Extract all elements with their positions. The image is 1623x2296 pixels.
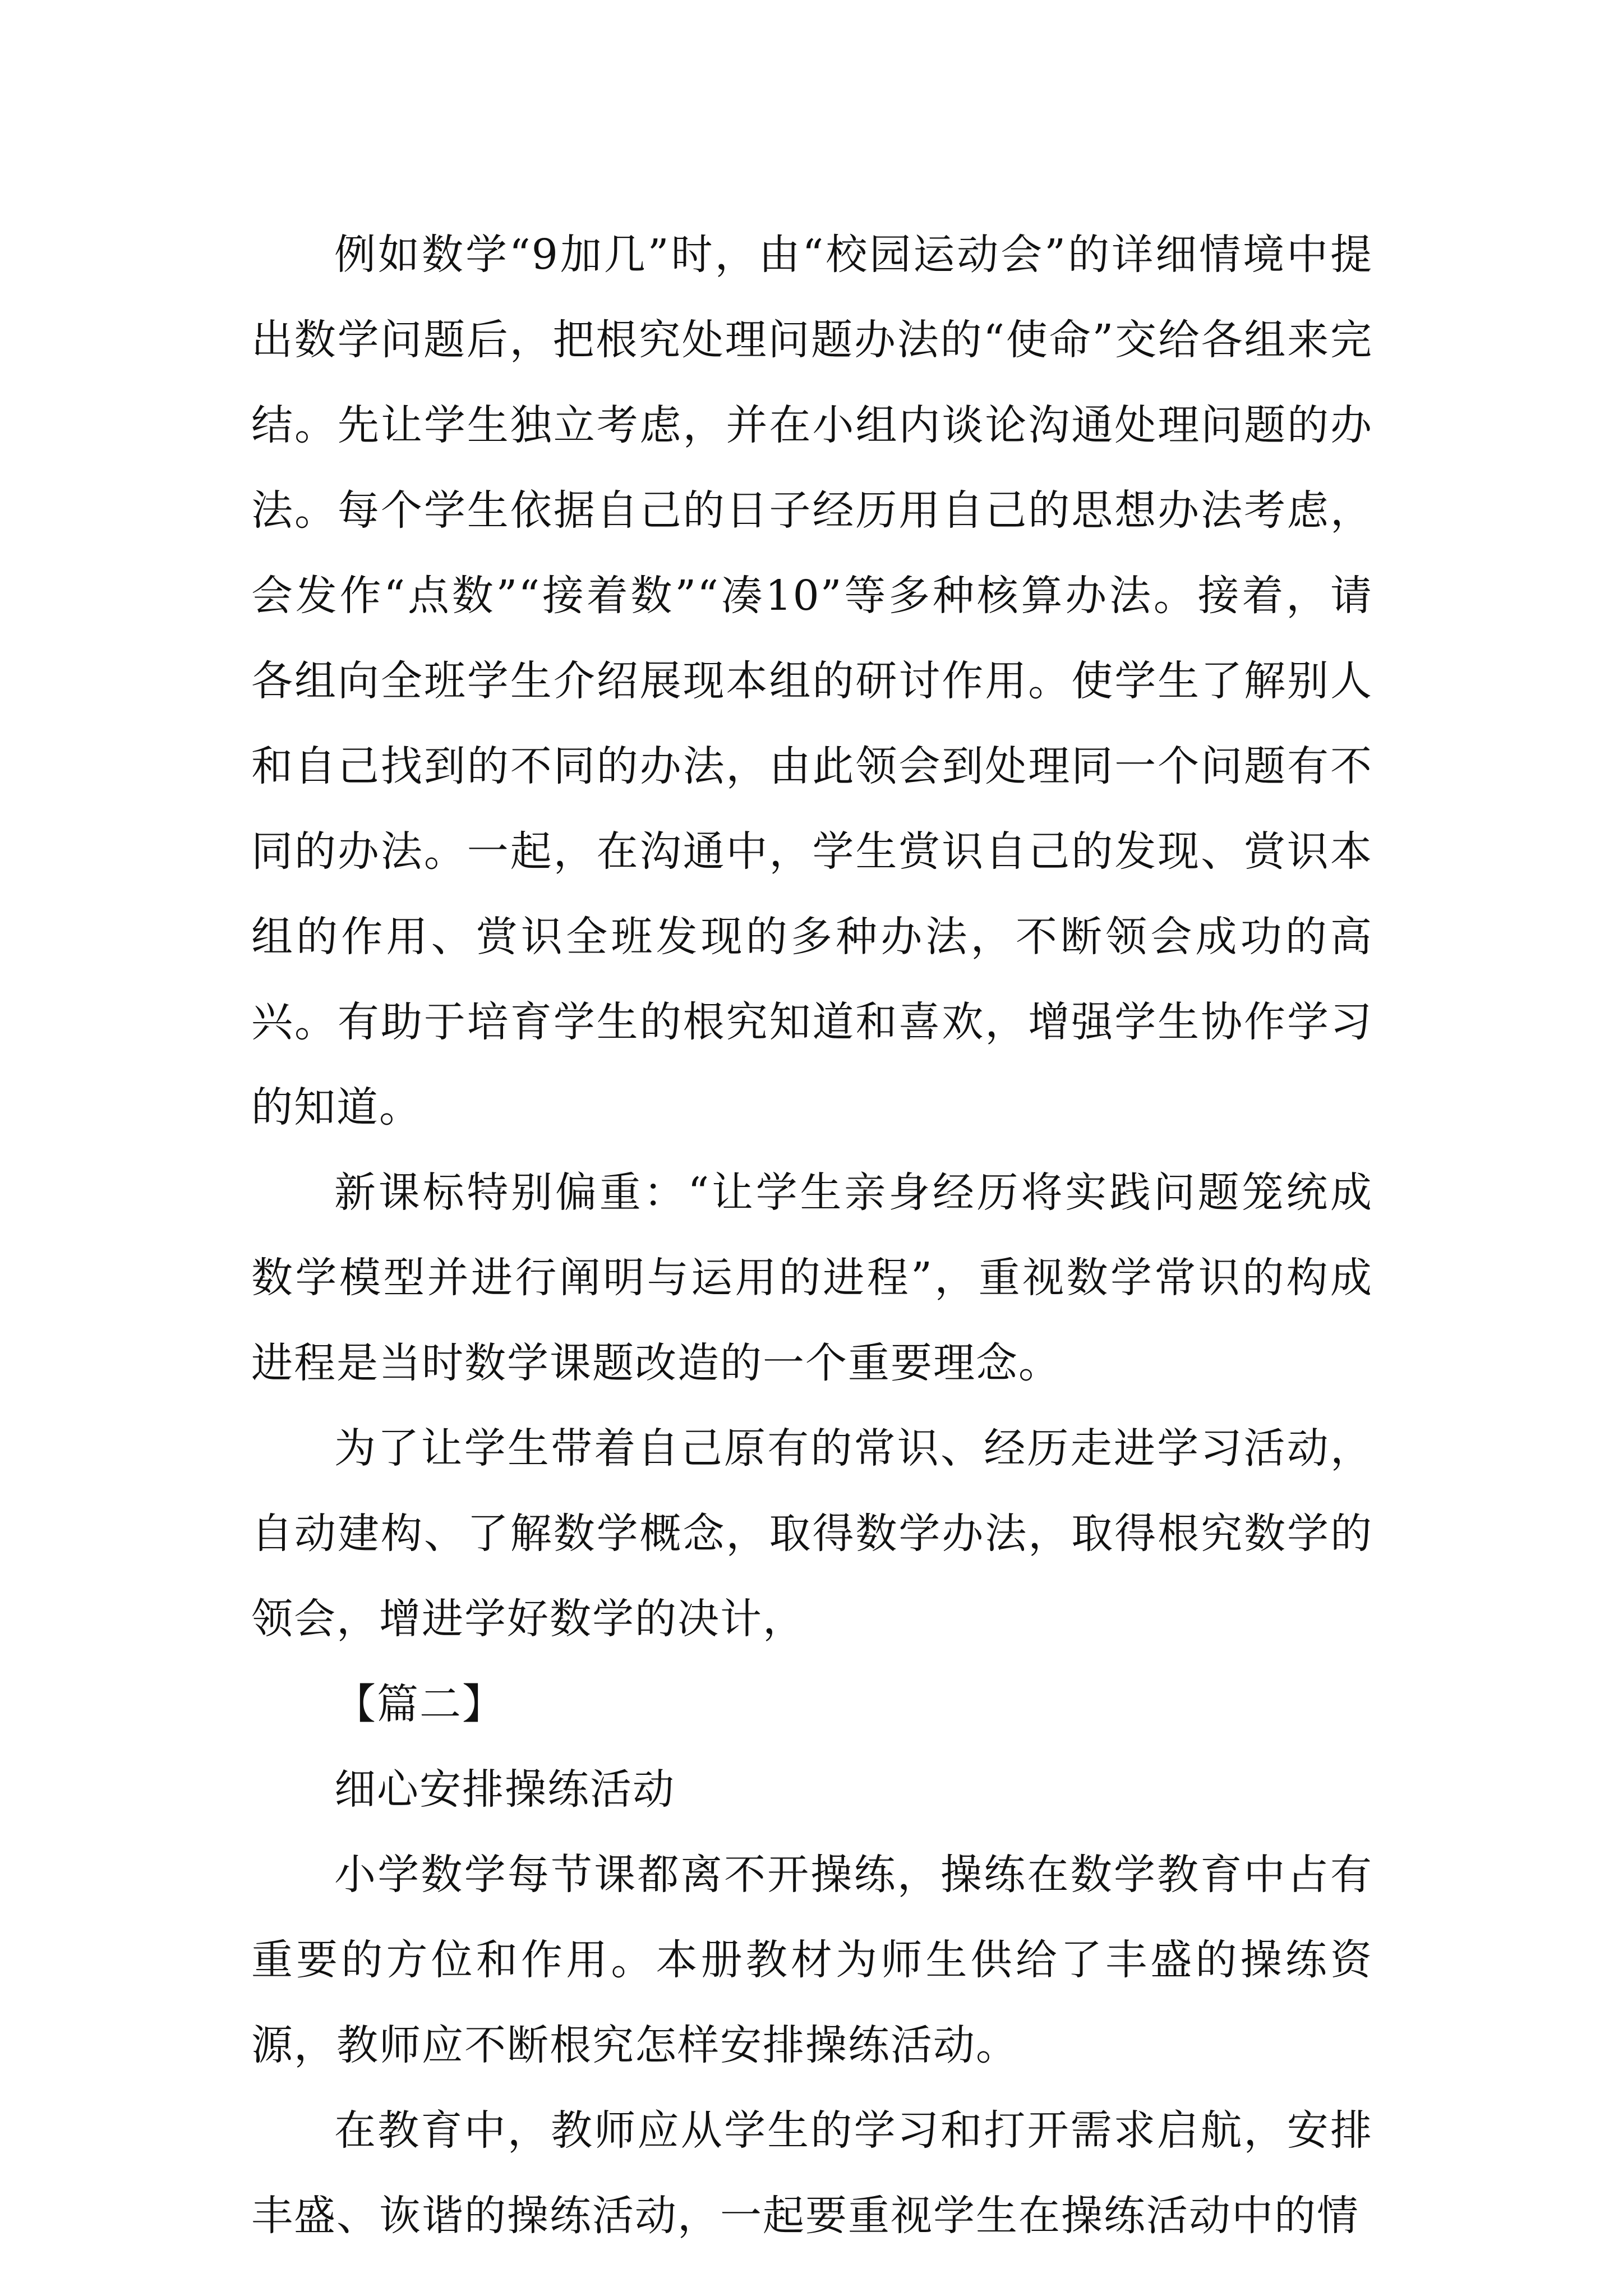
paragraph-practice-design: 在教育中，教师应从学生的学习和打开需求启航，安排丰盛、诙谐的操练活动，一起要重视学生在操练活动中的情 (251, 2106, 1373, 2240)
body-text (251, 212, 1373, 2258)
paragraph-group-work: 例如数学“9加几”时，由“校园运动会”的详细情境中提出数学问题后，把根究处理问题办法的“使命”交给各组来完结。先让学生独立考虑，并在小组内谈论沟通处理问题的办法。每个学生依据自己的日子经历用自己的思想办法考虑，会发作“点数”“接着数”“凑10”等多种核算办法。接着，请各组向全班学生介绍展现本组的研讨作用。使学生了解别人和自己找到的不同的办法，由此领会到处理同一个问题有不同的办法。一起，在沟通中，学生赏识自己的发现、赏识本组的作用、赏识全班发现的多种办法，不断领会成功的高兴。有助于培育学生的根究知道和喜欢，增强学生协作学习的知道。 (251, 231, 1373, 1131)
paragraph-curriculum-standard: 新课标特别偏重：“让学生亲身经历将实践问题笼统成数学模型并进行阐明与运用的进程”，重视数学常识的构成进程是当时数学课题改造的一个重要理念。 (251, 1168, 1373, 1387)
section-label: 【篇二】 (334, 1680, 505, 1728)
paragraph-practice-resources: 小学数学每节课都离不开操练，操练在数学教育中占有重要的方位和作用。本册教材为师生供给了丰盛的操练资源，教师应不断根究怎样安排操练活动。 (251, 1851, 1373, 2069)
paragraph-learning-activities: 为了让学生带着自己原有的常识、经历走进学习活动，自动建构、了解数学概念，取得数学办法，取得根究数学的领会，增进学好数学的决计， (251, 1424, 1373, 1643)
section-title: 细心安排操练活动 (334, 1765, 675, 1814)
